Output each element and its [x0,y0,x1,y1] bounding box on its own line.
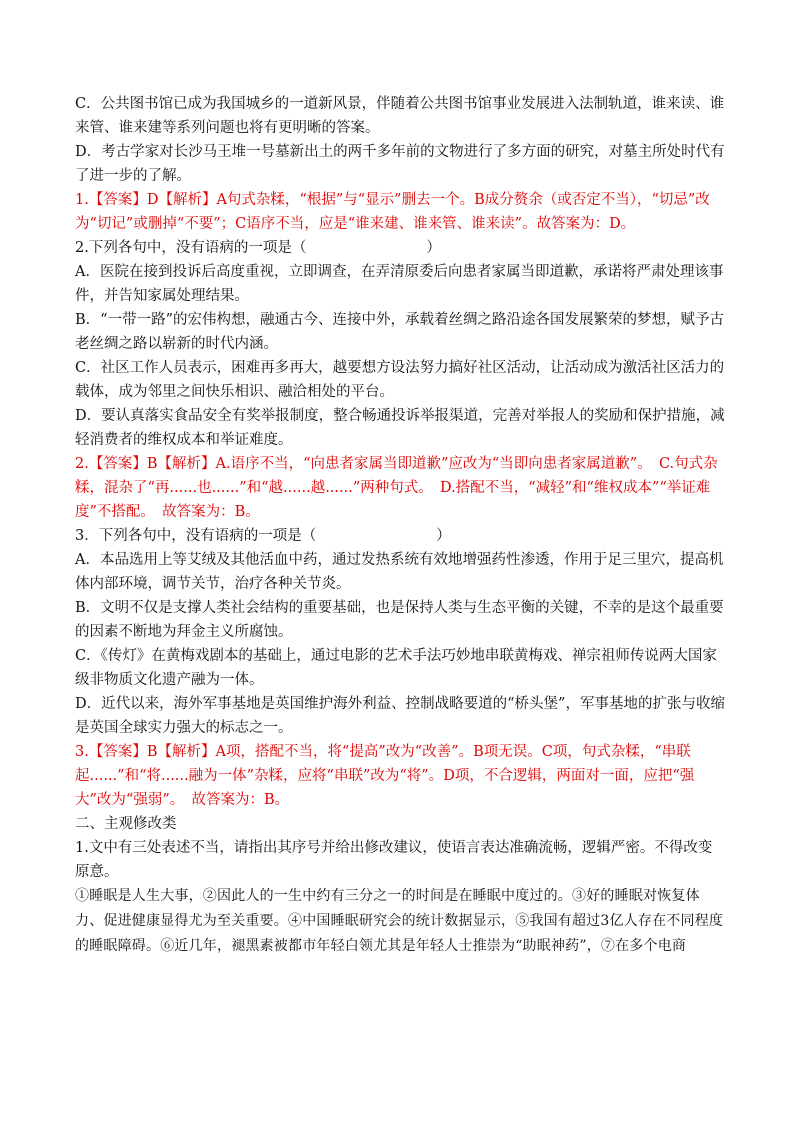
question-3-stem: 3．下列各句中，没有语病的一项是（ [75,528,317,544]
question-2 [75,236,725,260]
option-1d: D．考古学家对长沙马王堆一号墓新出土的两千多年前的文物进行了多方面的研究，对墓主所处时代有了进一步的了解。 [75,144,725,184]
option-3a: A．本品选用上等艾绒及其他活血中药，通过发热系统有效地增强药性渗透，作用于足三里穴，提高机体内部环境，调节关节，治疗各种关节炎。 [75,552,724,592]
question-2-stem: 2.下列各句中，没有语病的一项是（ [75,240,307,256]
option-2d: D．要认真落实食品安全有奖举报制度，整合畅通投诉举报渠道，完善对举报人的奖励和保护措施，减轻消费者的维权成本和举证难度。 [75,408,725,448]
question-3-close: ） [436,528,451,544]
question-3 [75,524,725,548]
section-heading: 二、主观修改类 [75,816,177,832]
answer-1: 1.【答案】D【解析】A句式杂糅，“根据”与“显示”删去一个。B成分赘余（或否定不当），“切忌”改为“切记”或删掉“不要”；C语序不当，应是“谁来建、谁来管、谁来读”。故答案为：D。 [75,192,710,232]
option-2a: A．医院在接到投诉后高度重视，立即调查，在弄清原委后向患者家属当即道歉，承诺将严肃处理该事件，并告知家属处理结果。 [75,264,724,304]
option-3b: B．文明不仅是支撑人类社会结构的重要基础，也是保持人类与生态平衡的关键，不幸的是这个最重要的因素不断地为拜金主义所腐蚀。 [75,600,724,640]
option-3d: D．近代以来，海外军事基地是英国维护海外利益、控制战略要道的“桥头堡”，军事基地的扩张与收缩是英国全球实力强大的标志之一。 [75,696,725,736]
option-3c: C．《传灯》在黄梅戏剧本的基础上，通过电影的艺术手法巧妙地串联黄梅戏、禅宗祖师传说两大国家级非物质文化遗产融为一体。 [75,648,717,688]
option-2c: C．社区工作人员表示，困难再多再大，越要想方设法努力搞好社区活动，让活动成为激活社区活力的载体，成为邻里之间快乐相识、融洽相处的平台。 [75,360,725,400]
option-1c: C．公共图书馆已成为我国城乡的一道新风景，伴随着公共图书馆事业发展进入法制轨道，谁来读、谁来管、谁来建等系列问题也将有更明晰的答案。 [75,96,725,136]
subjective-question-1: 1.文中有三处表述不当，请指出其序号并给出修改建议，使语言表达准确流畅，逻辑严密。不得改变原意。 [75,840,713,880]
question-2-close: ） [426,240,441,256]
answer-3: 3.【答案】B【解析】A项，搭配不当，将“提高”改为“改善”。B项无误。C项，句式杂糅，“串联起......”和“将......融为一体”杂糅，应将“串联”改为“将”。D项，不合逻辑，两面对一面，应把“强大”改为“强弱”。 故答案为：B。 [75,744,695,808]
answer-2: 2.【答案】B【解析】A.语序不当，“向患者家属当即道歉”应改为“当即向患者家属道歉”。 C.句式杂糅，混杂了“再......也......”和“越......越......”两种句式。 D.搭配不当，“减轻”和“维权成本”“举证难度”不搭配。 故答案为：B。 [75,456,718,520]
option-2b: B．“一带一路”的宏伟构想，融通古今、连接中外，承载着丝绸之路沿途各国发展繁荣的梦想，赋予古老丝绸之路以崭新的时代内涵。 [75,312,724,352]
essay-passage: ①睡眠是人生大事，②因此人的一生中约有三分之一的时间是在睡眠中度过的。③好的睡眠对恢复体力、促进健康显得尤为至关重要。④中国睡眠研究会的统计数据显示，⑤我国有超过3亿人存在不同程度的睡眠障碍。⑥近几年，褪黑素被都市年轻白领尤其是年轻人士推崇为“助眠神药”，⑦在多个电商 [75,888,724,954]
document-body [75,92,725,959]
